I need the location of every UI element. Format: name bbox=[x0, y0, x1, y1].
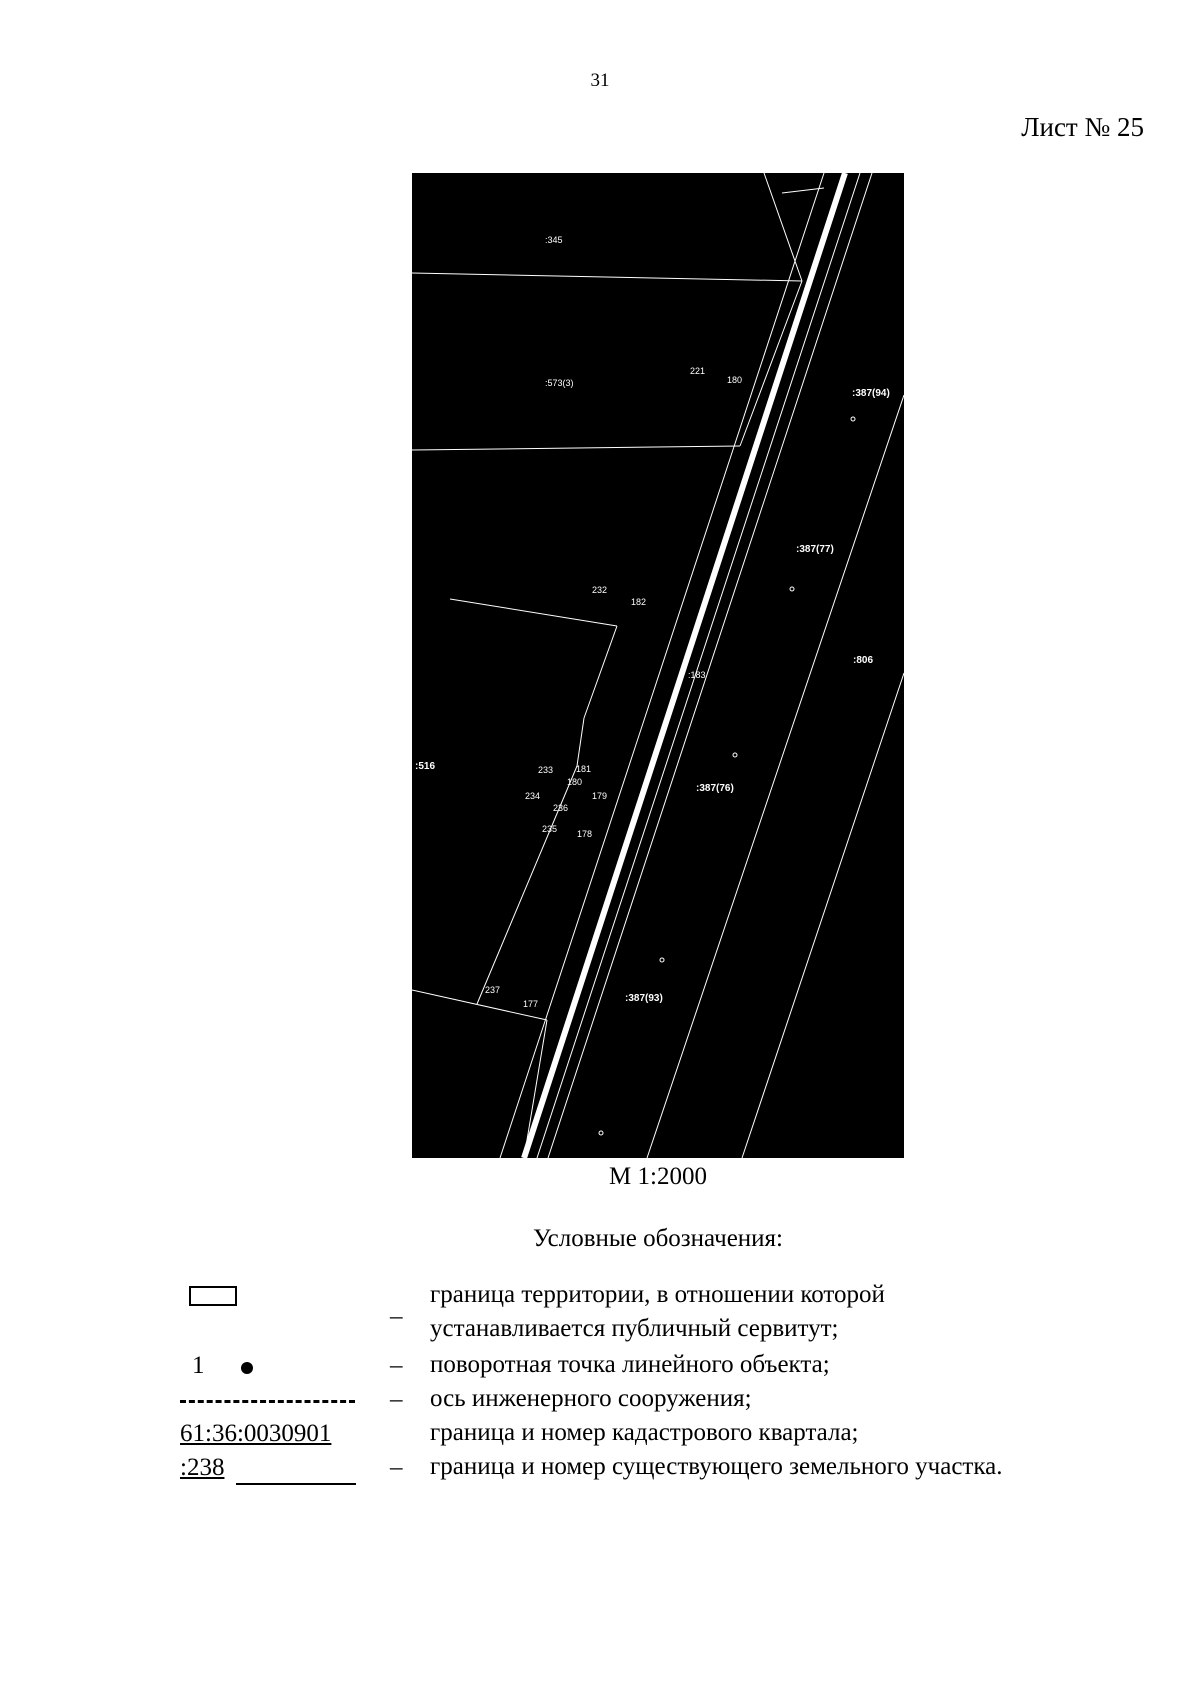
legend-dash: – bbox=[390, 1352, 403, 1379]
map-label: :573(3) bbox=[545, 378, 574, 388]
map-label: 221 bbox=[690, 366, 706, 376]
map-label: :387(94) bbox=[852, 388, 890, 399]
legend-description: граница и номер существующего земельного участка. bbox=[430, 1453, 1003, 1480]
legend-title: Условные обозначения: bbox=[532, 1225, 784, 1252]
cadastral-quarter-number: 61:36:0030901 bbox=[180, 1420, 332, 1447]
road-boundary bbox=[548, 173, 872, 1158]
map-label: 233 bbox=[538, 765, 554, 775]
road-boundary bbox=[742, 673, 904, 1158]
point-dot-icon bbox=[241, 1362, 253, 1374]
map-label: 177 bbox=[523, 999, 539, 1009]
legend-description bbox=[430, 1278, 885, 1346]
land-parcel-number: :238 bbox=[180, 1454, 225, 1481]
legend-description-line: граница территории, в отношении которой bbox=[430, 1281, 885, 1308]
road-boundary bbox=[537, 173, 860, 1158]
sheet-number: Лист № 25 bbox=[1021, 112, 1144, 142]
legend bbox=[180, 1281, 1140, 1488]
map-label: 180 bbox=[727, 375, 743, 385]
map-label: :183 bbox=[688, 670, 706, 680]
map-label: 232 bbox=[592, 585, 608, 595]
map-label: 180 bbox=[567, 777, 583, 787]
point-number: 1 bbox=[192, 1352, 205, 1379]
map-label: :806 bbox=[853, 655, 874, 666]
turning-point-marker bbox=[851, 417, 855, 421]
map-label: 181 bbox=[576, 764, 592, 774]
map-label: :387(76) bbox=[696, 783, 734, 794]
legend-description: граница и номер кадастрового квартала; bbox=[430, 1419, 859, 1446]
map-label: 237 bbox=[485, 985, 501, 995]
turning-point-marker bbox=[790, 587, 794, 591]
legend-dash: – bbox=[390, 1386, 403, 1413]
legend-item-engineering-axis bbox=[180, 1386, 1140, 1420]
legend-dash: – bbox=[390, 1454, 403, 1481]
linear-object bbox=[524, 173, 845, 1158]
parcel-boundary bbox=[577, 718, 584, 766]
parcel-underline bbox=[236, 1483, 356, 1485]
map-label: :516 bbox=[415, 761, 436, 772]
turning-point-marker bbox=[660, 958, 664, 962]
cadastral-map-canvas bbox=[412, 173, 904, 1158]
legend-description-line: устанавливается публичный сервитут; bbox=[430, 1315, 839, 1342]
cadastral-map bbox=[412, 173, 904, 1158]
parcel-boundary bbox=[450, 599, 617, 626]
parcel-boundary bbox=[584, 626, 617, 718]
legend-item-servitude-boundary bbox=[180, 1281, 1140, 1352]
legend-item-cadastral-quarter bbox=[180, 1420, 1140, 1454]
map-label: :387(93) bbox=[625, 993, 663, 1004]
turning-point-marker bbox=[599, 1131, 603, 1135]
map-label: 234 bbox=[525, 791, 541, 801]
parcel-boundary bbox=[412, 273, 802, 281]
map-label: 235 bbox=[542, 824, 558, 834]
dashed-axis-icon bbox=[180, 1400, 355, 1403]
map-scale: М 1:2000 bbox=[609, 1163, 707, 1190]
legend-description: поворотная точка линейного объекта; bbox=[430, 1351, 830, 1378]
road-boundary bbox=[647, 395, 904, 1158]
map-label: 236 bbox=[553, 803, 569, 813]
parcel-boundary bbox=[740, 281, 802, 446]
turning-point-marker bbox=[733, 753, 737, 757]
legend-item-turning-point bbox=[180, 1352, 1140, 1386]
map-label: :387(77) bbox=[796, 544, 834, 555]
map-label: 182 bbox=[631, 597, 647, 607]
boundary-rectangle-icon bbox=[189, 1286, 237, 1306]
map-label: 178 bbox=[577, 829, 593, 839]
page-number: 31 bbox=[590, 70, 610, 91]
legend-description: ось инженерного сооружения; bbox=[430, 1385, 752, 1412]
parcel-boundary bbox=[764, 173, 802, 281]
map-label: :345 bbox=[545, 235, 563, 245]
legend-dash: _ bbox=[390, 1294, 403, 1321]
legend-item-land-parcel bbox=[180, 1454, 1140, 1488]
parcel-boundary bbox=[412, 446, 740, 450]
map-label: 179 bbox=[592, 791, 608, 801]
road-boundary bbox=[500, 173, 824, 1158]
